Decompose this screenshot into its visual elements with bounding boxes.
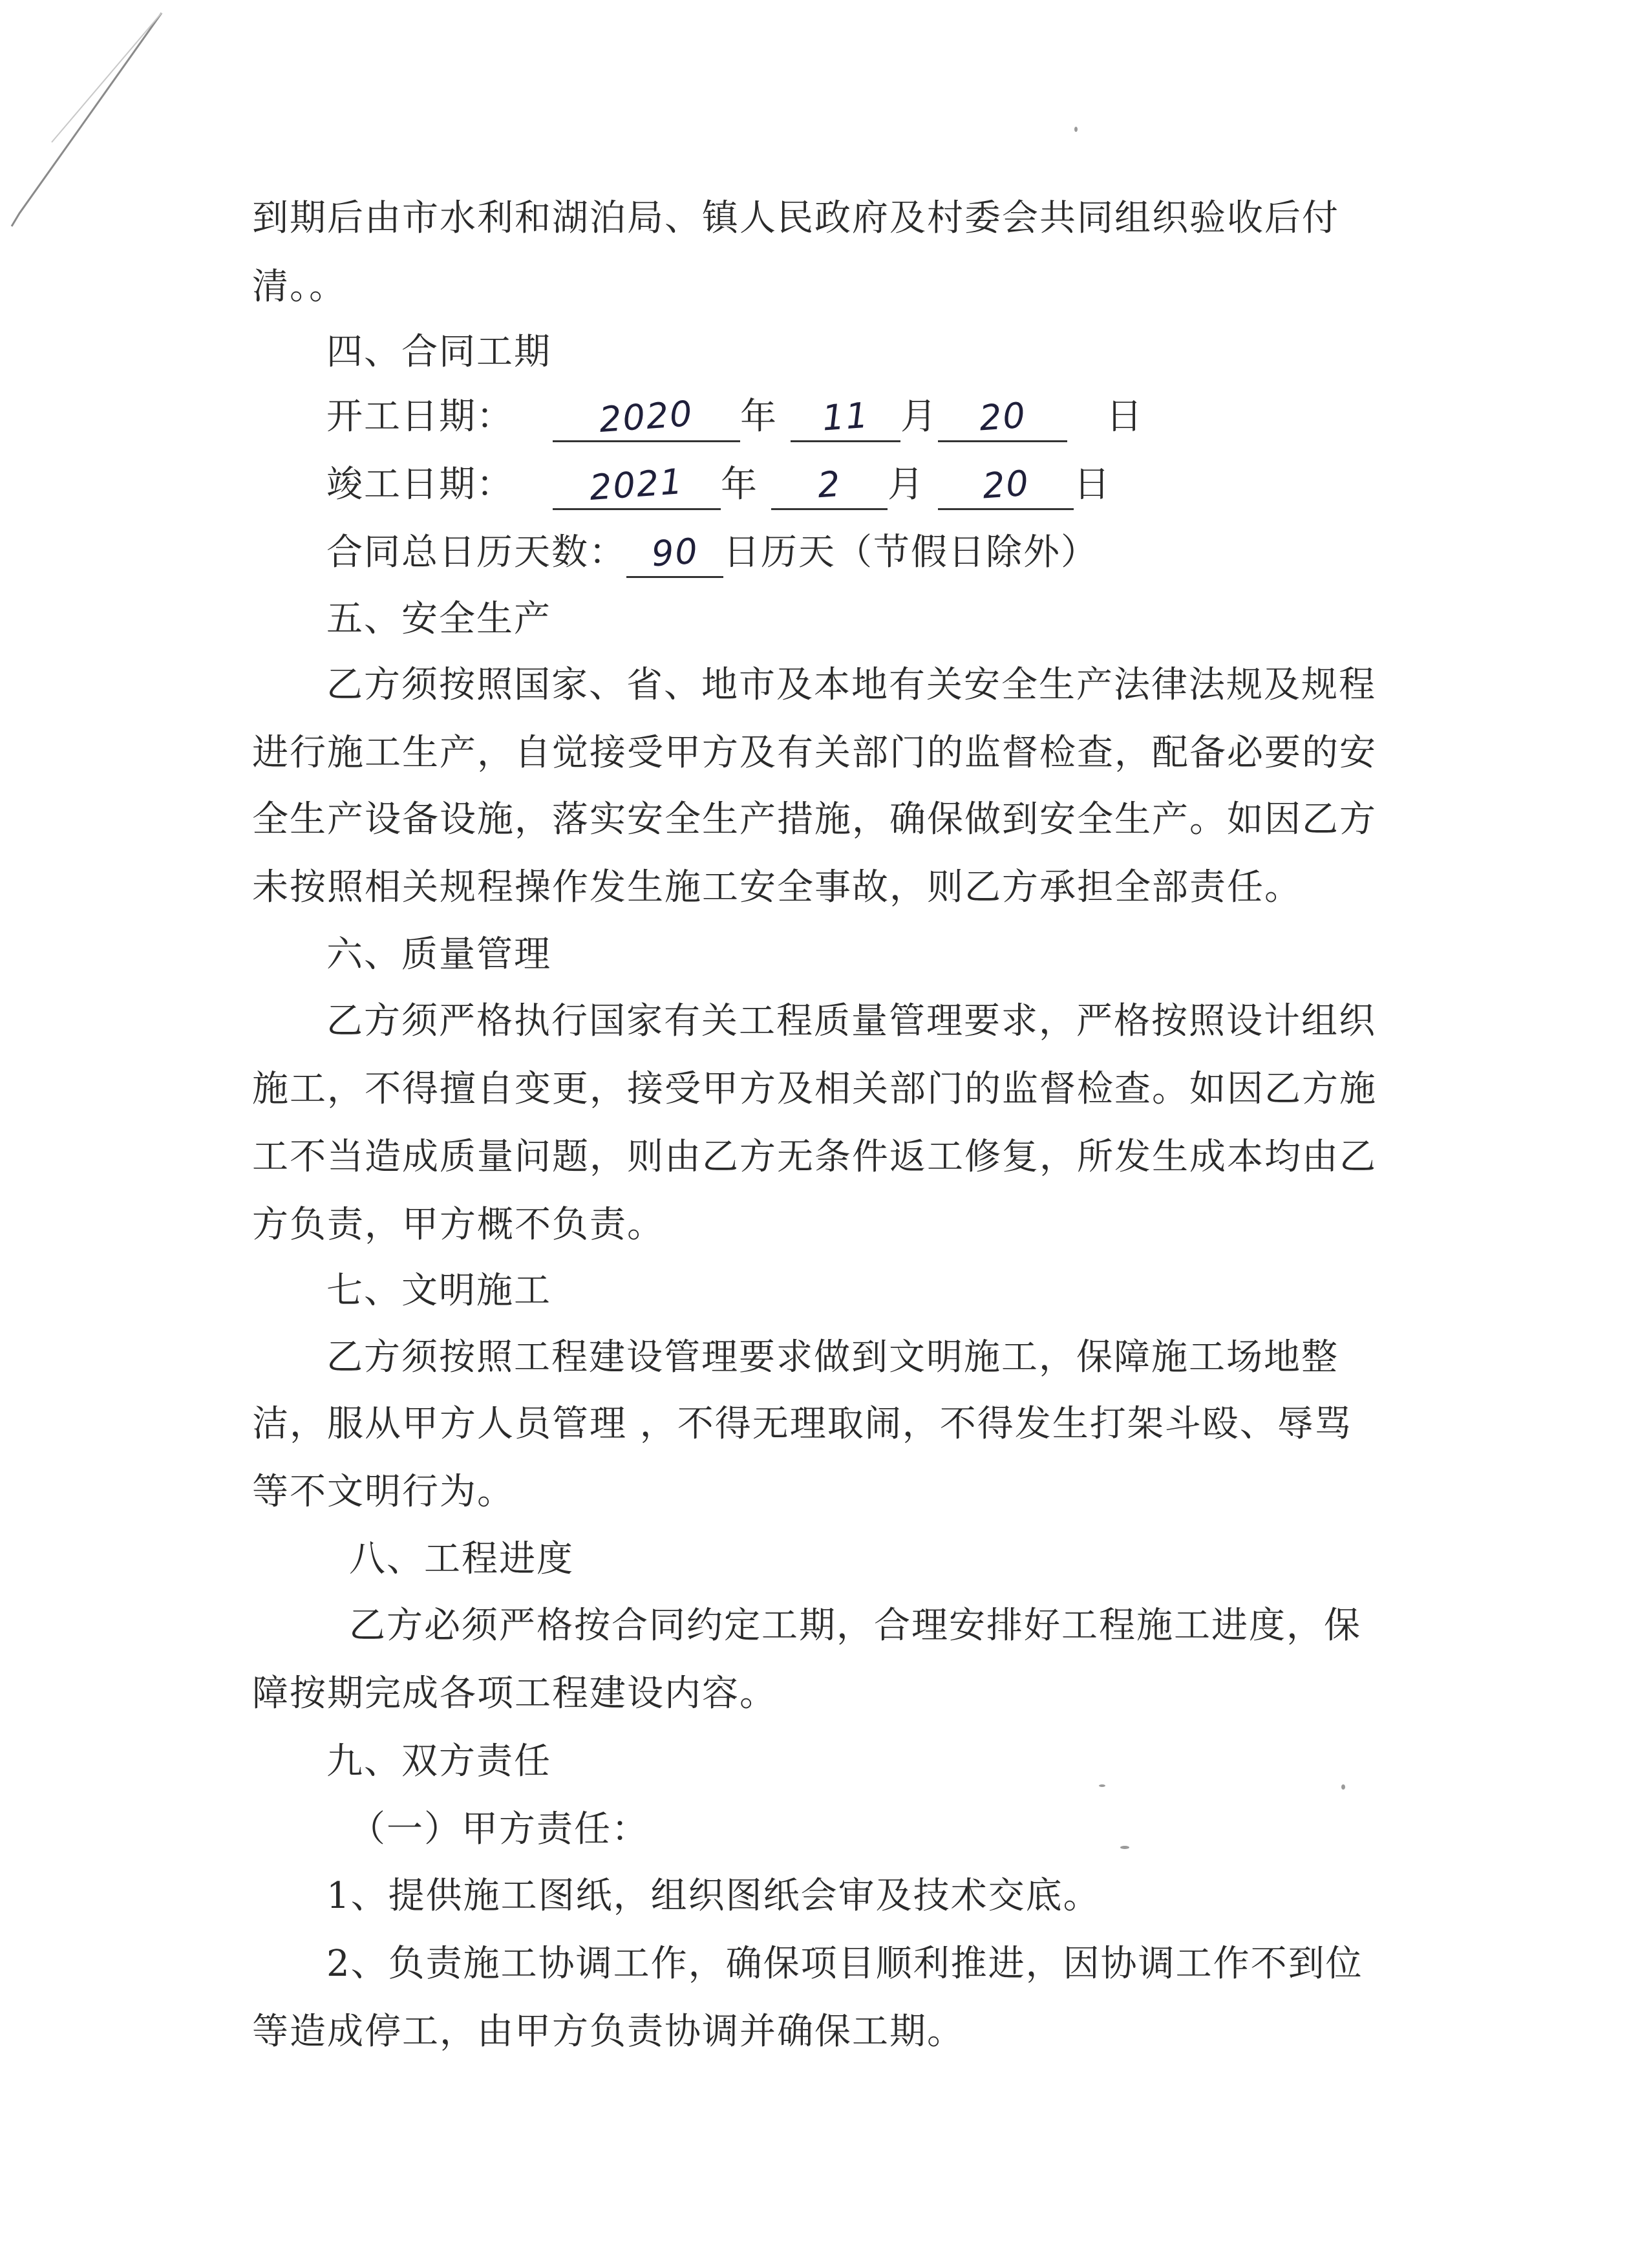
list-item: 1、提供施工图纸，组织图纸会审及技术交底。 [326,1875,1101,1917]
paragraph-line: 未按照相关规程操作发生施工安全事故，则乙方承担全部责任。 [252,866,1302,908]
year-unit: 年 [740,396,778,438]
start-month-field: 11 [791,398,900,442]
section-heading-9: 九、双方责任 [326,1740,551,1782]
year-unit: 年 [721,464,758,506]
section-heading-6: 六、质量管理 [326,934,551,976]
scan-fold-mark [0,0,194,246]
end-date-row [326,459,1111,511]
total-days-row [326,527,1098,579]
paragraph-line: 障按期完成各项工程建设内容。 [252,1673,777,1715]
scan-speck [1341,1784,1345,1790]
start-year-field: 2020 [553,398,740,442]
day-unit: 日 [1106,396,1144,438]
day-unit: 日 [1074,464,1111,506]
scan-speck [1099,1784,1105,1787]
list-item: 2、负责施工协调工作，确保项目顺利推进，因协调工作不到位 [326,1943,1363,1985]
month-unit: 月 [888,464,925,506]
total-days-field: 90 [626,533,723,578]
total-days-label: 合同总日历天数： [326,531,626,573]
paragraph-line: 等不文明行为。 [252,1471,515,1513]
paragraph-line: 乙方必须严格按合同约定工期，合理安排好工程施工进度，保 [349,1605,1361,1647]
end-day-field: 20 [938,465,1074,510]
scan-speck [1120,1846,1129,1849]
section-heading-7: 七、文明施工 [326,1270,551,1312]
paragraph-line: 全生产设备设施，落实安全生产措施，确保做到安全生产。如因乙方 [252,798,1377,840]
start-day-field: 20 [938,398,1067,442]
start-date-row [326,391,1144,443]
paragraph-line: 乙方须严格执行国家有关工程质量管理要求，严格按照设计组织 [326,1000,1376,1042]
month-unit: 月 [900,396,938,438]
paragraph-line: 工不当造成质量问题，则由乙方无条件返工修复，所发生成本均由乙 [252,1136,1377,1178]
end-year-field: 2021 [553,465,721,510]
paragraph-line: 洁，服从甲方人员管理 ，不得无理取闹，不得发生打架斗殴、辱骂 [252,1403,1352,1445]
paragraph-line: 进行施工生产，自觉接受甲方及有关部门的监督检查，配备必要的安 [252,732,1377,774]
end-date-label: 竣工日期： [326,464,514,506]
total-days-suffix: 日历天（节假日除外） [723,531,1098,573]
start-date-label: 开工日期： [326,396,514,438]
paragraph-line: 乙方须按照国家、省、地市及本地有关安全生产法律法规及规程 [326,664,1376,706]
end-month-field: 2 [771,465,888,510]
section-heading-4: 四、合同工期 [326,331,551,373]
paragraph-line: 到期后由市水利和湖泊局、镇人民政府及村委会共同组织验收后付 [252,197,1339,239]
section-heading-5: 五、安全生产 [326,598,551,640]
paragraph-line: 施工，不得擅自变更，接受甲方及相关部门的监督检查。如因乙方施 [252,1068,1377,1110]
paragraph-line: 等造成停工，由甲方负责协调并确保工期。 [252,2011,964,2053]
paragraph-line: 方负责，甲方概不负责。 [252,1204,665,1246]
subsection-heading-party-a: （一）甲方责任： [349,1808,649,1850]
scan-speck [1074,127,1078,132]
paragraph-line: 乙方须按照工程建设管理要求做到文明施工，保障施工场地整 [326,1336,1339,1378]
section-heading-8: 八、工程进度 [349,1538,574,1580]
paragraph-line: 清。。 [252,266,346,308]
